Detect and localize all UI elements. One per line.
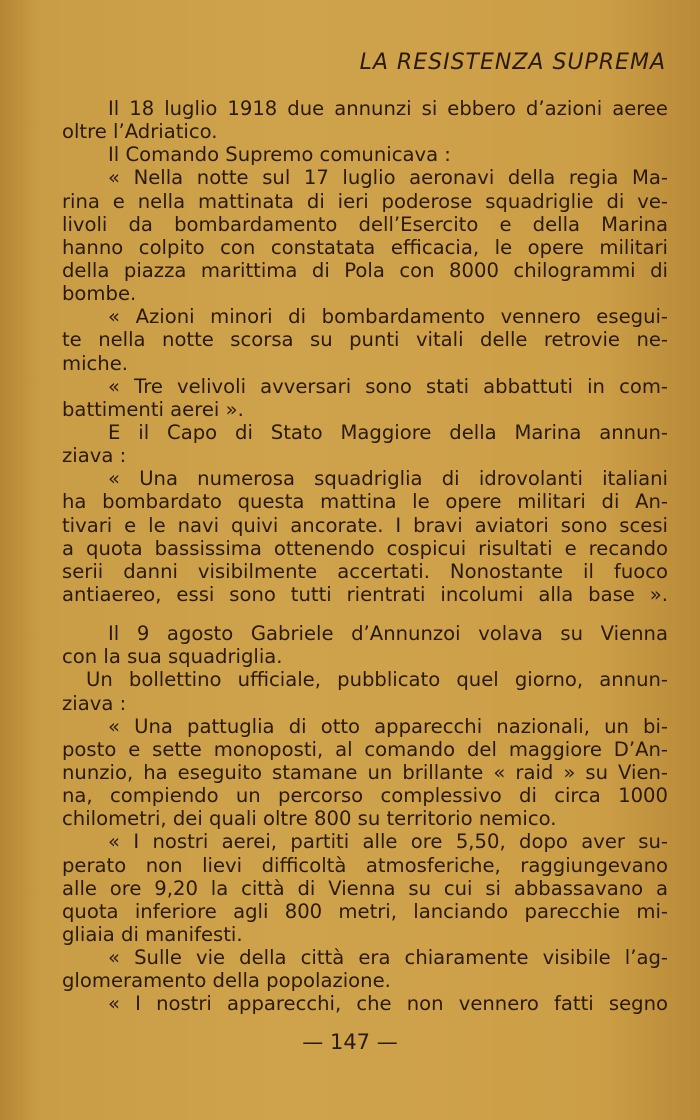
text-line: rina e nella mattinata di ieri poderose squadriglie di ve-	[62, 189, 668, 213]
text-line: miche.	[62, 351, 129, 375]
text-line: glomeramento della popolazione.	[62, 969, 391, 993]
text-line: « Nella notte sul 17 luglio aeronavi della regia Ma-	[108, 166, 668, 190]
text-line: Il 9 agosto Gabriele d’Annunzoi volava su Vienna	[108, 622, 668, 646]
text-line: « I nostri apparecchi, che non vennero fatti segno	[108, 992, 668, 1016]
text-line: alle ore 9,20 la città di Vienna su cui si abbassavano a	[62, 876, 668, 900]
body-text	[62, 97, 668, 1015]
text-line: nunzio, ha eseguito stamane un brillante « raid » su Vien-	[62, 760, 668, 784]
text-line: « Una numerosa squadriglia di idrovolanti italiani	[108, 467, 668, 491]
text-line: bombe.	[62, 282, 137, 306]
text-line: « Azioni minori di bombardamento vennero esegui-	[108, 305, 668, 329]
text-line: « Tre velivoli avversari sono stati abbattuti in com-	[108, 374, 668, 398]
text-line: ziava :	[62, 444, 127, 468]
text-line: tivari e le navi quivi ancorate. I bravi aviatori sono scesi	[62, 513, 668, 537]
text-line: « Sulle vie della città era chiaramente visibile l’ag-	[108, 946, 668, 970]
page-number: — 147 —	[302, 1030, 398, 1054]
text-line: na, compiendo un percorso complessivo di circa 1000	[62, 784, 668, 808]
text-line: Il Comando Supremo comunicava :	[108, 143, 451, 167]
text-line: chilometri, dei quali oltre 800 su territorio nemico.	[62, 807, 557, 831]
text-line: a quota bassissima ottenendo cospicui risultati e recando	[62, 536, 668, 560]
text-line: « Una pattuglia di otto apparecchi nazionali, un bi-	[108, 714, 668, 738]
text-line: « I nostri aerei, partiti alle ore 5,50, dopo aver su-	[108, 830, 668, 854]
text-line: con la sua squadriglia.	[62, 645, 283, 669]
text-line: ziava :	[62, 691, 127, 715]
text-line: battimenti aerei ».	[62, 397, 244, 421]
text-line: oltre l’Adriatico.	[62, 120, 218, 144]
text-line: gliaia di manifesti.	[62, 922, 243, 946]
text-line: te nella notte scorsa su punti vitali delle retrovie ne-	[62, 328, 668, 352]
paragraph-gap	[62, 606, 668, 622]
text-line: E il Capo di Stato Maggiore della Marina annun-	[108, 420, 668, 444]
text-line: serii danni visibilmente accertati. Nonostante il fuoco	[62, 559, 668, 583]
text-line: antiaereo, essi sono tutti rientrati incolumi alla base ».	[62, 582, 668, 606]
running-head: LA RESISTENZA SUPREMA	[359, 50, 666, 75]
text-line: Il 18 luglio 1918 due annunzi si ebbero d’azioni aeree	[108, 97, 668, 120]
text-line: quota inferiore agli 800 metri, lanciando parecchie mi-	[62, 899, 668, 923]
text-line: della piazza marittima di Pola con 8000 chilogrammi di	[62, 258, 668, 282]
text-line: posto e sette monoposti, al comando del maggiore D’An-	[62, 737, 668, 761]
text-line: livoli da bombardamento dell’Esercito e della Marina	[62, 212, 668, 236]
text-line: hanno colpito con constatata efficacia, le opere militari	[62, 235, 668, 259]
text-line: ha bombardato questa mattina le opere militari di An-	[62, 490, 668, 514]
text-line: Un bollettino ufficiale, pubblicato quel giorno, annun-	[86, 668, 668, 692]
text-line: perato non lievi difficoltà atmosferiche, raggiungevano	[62, 853, 668, 877]
